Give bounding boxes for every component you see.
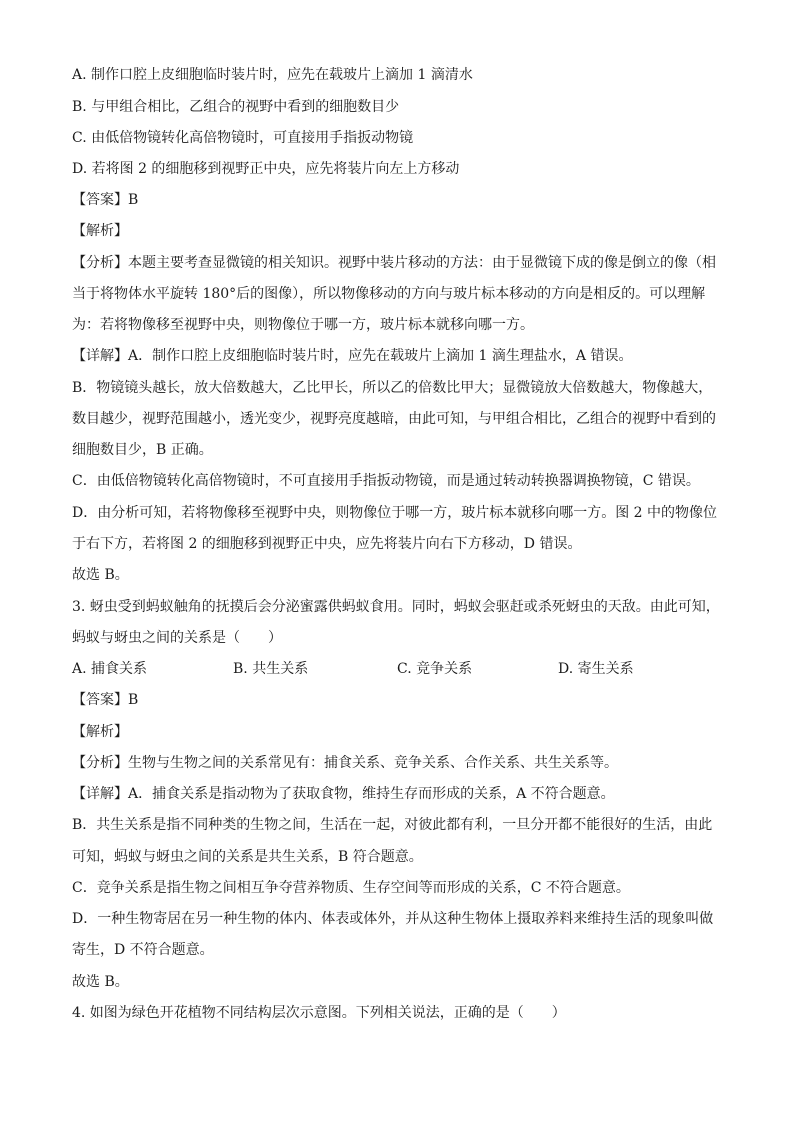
q3-xiangjie-line: D．一种生物寄居在另一种生物的体内、体表或体外，并从这种生物体上摄取养料来维持生活的现象叫做 [72,911,714,927]
q3-stem-line: 3. 蚜虫受到蚂蚁触角的抚摸后会分泌蜜露供蚂蚁食用。同时，蚂蚁会驱赶或杀死蚜虫的天敌。由此可知， [72,599,720,615]
q2-xiangjie-line: B．物镜镜头越长，放大倍数越大，乙比甲长，所以乙的倍数比甲大；显微镜放大倍数越大，物像越大， [72,380,713,396]
q2-xiangjie-line: 细胞数目少，B 正确。 [72,442,213,458]
q2-xiangjie-line: 于右下方，若将图 2 的细胞移到视野正中央，应先将装片向右下方移动，D 错误。 [72,536,582,552]
q3-analysis-heading: 【解析】 [72,724,128,740]
q2-xiangjie-line: 数目越少，视野范围越小，透光变少，视野亮度越暗，由此可知，与甲组合相比，乙组合的视野中看到的 [72,411,716,427]
q3-option-c: C. 竞争关系 [397,661,473,677]
q2-conclusion: 故选 B。 [72,567,129,583]
q2-analysis-heading: 【解析】 [72,223,128,239]
q2-xiangjie-line: D．由分析可知，若将物像移至视野中央，则物像位于哪一方，玻片标本就移向哪一方。图 2 中的物像位 [72,505,718,521]
q3-option-b: B. 共生关系 [233,661,309,677]
q3-options-row [72,659,722,679]
q3-xiangjie-line: B．共生关系是指不同种类的生物之间，生活在一起，对彼此都有利，一旦分开都不能很好的生活，由此 [72,817,713,833]
q2-fenxi-line: 当于将物体水平旋转 180°后的图像），所以物像移动的方向与玻片标本移动的方向是相反的。可以理解 [72,286,706,302]
q2-fenxi-line: 【分析】本题主要考查显微镜的相关知识。视野中装片移动的方法：由于显微镜下成的像是倒立的像（相 [72,255,716,271]
q2-option-b: B. 与甲组合相比，乙组合的视野中看到的细胞数目少 [72,99,400,115]
q2-answer: 【答案】B [72,192,139,208]
q2-fenxi-line: 为：若将物像移至视野中央，则物像位于哪一方，玻片标本就移向哪一方。 [72,317,534,333]
q3-xiangjie-line: 【详解】A．捕食关系是指动物为了获取食物，维持生存而形成的关系，A 不符合题意。 [72,786,615,802]
q3-xiangjie-line: 寄生，D 不符合题意。 [72,942,214,958]
q3-answer: 【答案】B [72,692,139,708]
q3-conclusion: 故选 B。 [72,974,129,990]
q3-option-a: A. 捕食关系 [72,661,148,677]
q3-xiangjie-line: C．竞争关系是指生物之间相互争夺营养物质、生存空间等而形成的关系，C 不符合题意。 [72,880,630,896]
q2-xiangjie-line: 【详解】A．制作口腔上皮细胞临时装片时，应先在载玻片上滴加 1 滴生理盐水，A 错误。 [72,348,633,364]
q2-option-c: C. 由低倍物镜转化高倍物镜时，可直接用手指扳动物镜 [72,130,414,146]
q2-option-d: D. 若将图 2 的细胞移到视野正中央，应先将装片向左上方移动 [72,161,460,177]
q2-option-a: A. 制作口腔上皮细胞临时装片时，应先在载玻片上滴加 1 滴清水 [72,67,473,83]
q3-fenxi: 【分析】生物与生物之间的关系常见有：捕食关系、竞争关系、合作关系、共生关系等。 [72,755,618,771]
q3-stem-line: 蚂蚁与蚜虫之间的关系是（ ） [72,630,282,646]
q3-option-d: D. 寄生关系 [558,661,634,677]
q2-xiangjie-line: C．由低倍物镜转化高倍物镜时，不可直接用手指扳动物镜，而是通过转动转换器调换物镜，C 错误。 [72,473,700,489]
q4-stem: 4. 如图为绿色开花植物不同结构层次示意图。下列相关说法，正确的是（ ） [72,1005,566,1021]
q3-xiangjie-line: 可知，蚂蚁与蚜虫之间的关系是共生关系，B 符合题意。 [72,849,423,865]
